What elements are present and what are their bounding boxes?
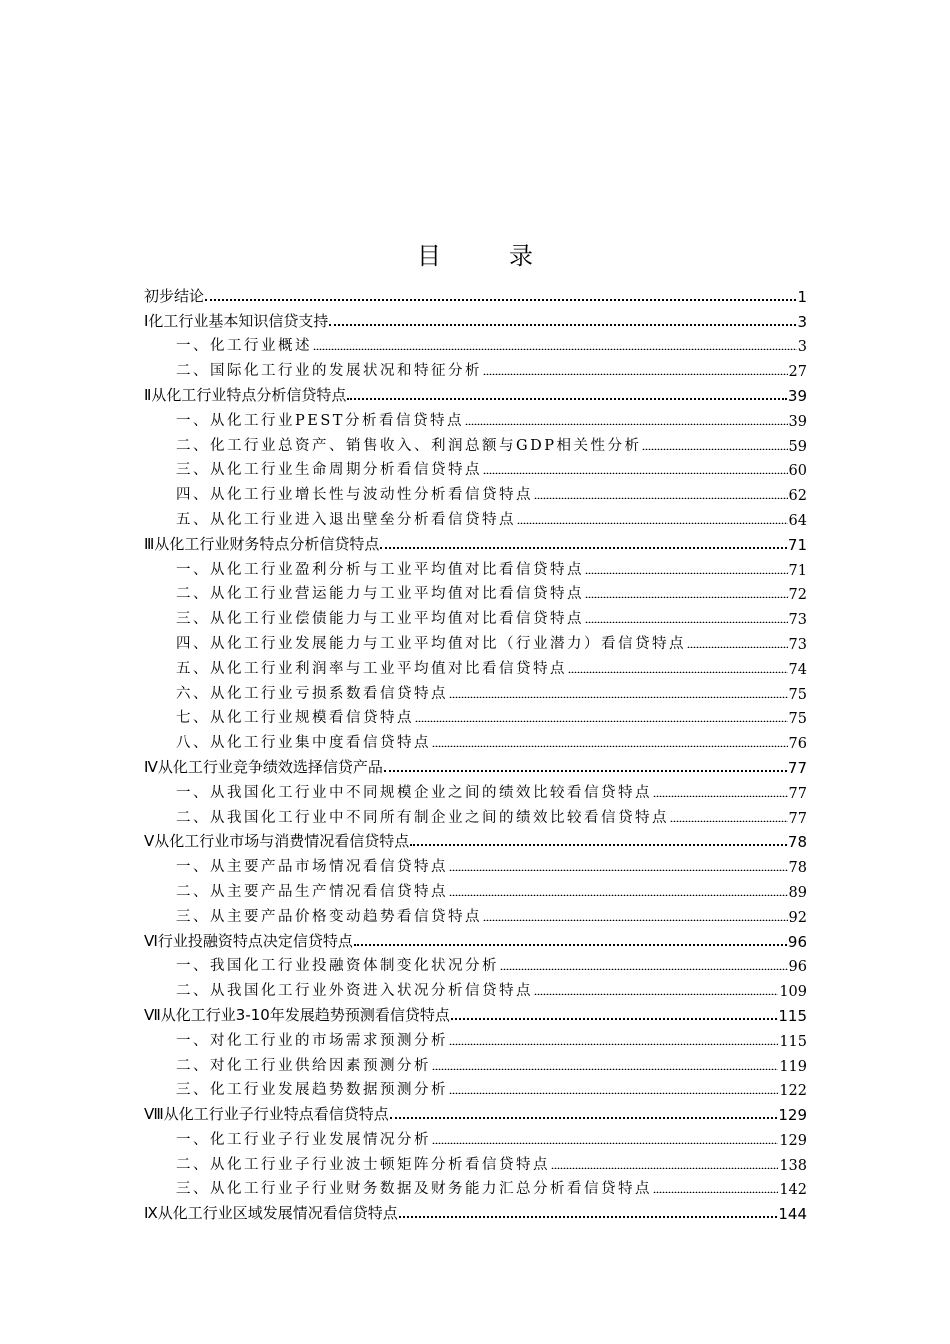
toc-entry-title: 一、对化工行业的市场需求预测分析 bbox=[176, 1032, 448, 1049]
toc-page-number: 73 bbox=[788, 636, 807, 653]
toc-page-number: 129 bbox=[779, 1132, 807, 1149]
toc-page-number: 39 bbox=[787, 386, 807, 405]
toc-section-entry[interactable] bbox=[144, 1149, 807, 1174]
toc-section-entry[interactable] bbox=[144, 951, 807, 976]
toc-chapter-entry[interactable] bbox=[144, 380, 807, 405]
dot-leader bbox=[534, 496, 788, 499]
toc-chapter-entry[interactable] bbox=[144, 529, 807, 554]
toc-section-entry[interactable] bbox=[144, 579, 807, 604]
toc-page-number: 3 bbox=[797, 339, 807, 356]
toc-entry-title: Ⅸ从化工行业区域发展情况看信贷特点 bbox=[144, 1204, 398, 1223]
dot-leader bbox=[670, 819, 788, 822]
toc-section-entry[interactable] bbox=[144, 1025, 807, 1050]
dot-leader bbox=[465, 422, 788, 425]
toc-entry-title: 五、从化工行业进入退出壁垒分析看信贷特点 bbox=[176, 511, 516, 528]
dot-leader bbox=[432, 744, 788, 747]
dot-leader bbox=[384, 766, 787, 772]
dot-leader bbox=[568, 670, 788, 673]
toc-entry-title: 四、从化工行业增长性与波动性分析看信贷特点 bbox=[176, 487, 533, 504]
dot-leader bbox=[517, 521, 788, 524]
toc-entry-title: 二、从主要产品生产情况看信贷特点 bbox=[176, 883, 448, 900]
toc-section-entry[interactable] bbox=[144, 504, 807, 529]
dot-leader bbox=[642, 447, 787, 450]
toc-page-number: 122 bbox=[779, 1083, 807, 1100]
dot-leader bbox=[347, 394, 787, 400]
toc-entry-title: 一、从我国化工行业中不同规模企业之间的绩效比较看信贷特点 bbox=[176, 784, 652, 801]
toc-entry-title: 二、国际化工行业的发展状况和特征分析 bbox=[176, 363, 482, 380]
toc-section-entry[interactable] bbox=[144, 603, 807, 628]
toc-entry-title: 一、化工行业概述 bbox=[176, 338, 312, 355]
toc-entry-title: 二、从化工行业营运能力与工业平均值对比看信贷特点 bbox=[176, 586, 584, 603]
dot-leader bbox=[449, 695, 788, 698]
toc-chapter-entry[interactable] bbox=[144, 1198, 807, 1223]
table-of-contents bbox=[144, 281, 807, 1223]
dot-leader bbox=[380, 543, 787, 549]
toc-entry-title: 二、对化工行业供给因素预测分析 bbox=[176, 1057, 431, 1074]
dot-leader bbox=[329, 320, 796, 326]
toc-page-number: 71 bbox=[787, 535, 807, 554]
dot-leader bbox=[534, 992, 778, 995]
toc-entry-title: 一、从主要产品市场情况看信贷特点 bbox=[176, 859, 448, 876]
dot-leader bbox=[432, 1141, 778, 1144]
toc-section-entry[interactable] bbox=[144, 1050, 807, 1075]
toc-page-number: 144 bbox=[778, 1205, 807, 1224]
toc-entry-title: 二、从我国化工行业中不同所有制企业之间的绩效比较看信贷特点 bbox=[176, 809, 669, 826]
toc-entry-title: 二、化工行业总资产、销售收入、利润总额与GDP相关性分析 bbox=[176, 437, 642, 454]
toc-section-entry[interactable] bbox=[144, 455, 807, 480]
dot-leader bbox=[585, 571, 788, 574]
toc-chapter-entry[interactable] bbox=[144, 752, 807, 777]
toc-chapter-entry[interactable] bbox=[144, 926, 807, 951]
toc-page-number: 1 bbox=[797, 287, 807, 306]
toc-section-entry[interactable] bbox=[144, 1124, 807, 1149]
toc-chapter-entry[interactable] bbox=[144, 306, 807, 331]
toc-section-entry[interactable] bbox=[144, 628, 807, 653]
toc-entry-title: Ⅶ从化工行业3-10年发展趋势预测看信贷特点 bbox=[144, 1005, 450, 1024]
toc-page-number: 77 bbox=[788, 810, 807, 827]
dot-leader bbox=[449, 868, 788, 871]
toc-section-entry[interactable] bbox=[144, 653, 807, 678]
toc-section-entry[interactable] bbox=[144, 355, 807, 380]
dot-leader bbox=[483, 918, 788, 921]
dot-leader bbox=[551, 1166, 778, 1169]
toc-page-number: 27 bbox=[788, 364, 807, 381]
dot-leader bbox=[687, 645, 788, 648]
toc-section-entry[interactable] bbox=[144, 554, 807, 579]
toc-page-number: 3 bbox=[797, 312, 807, 331]
toc-chapter-entry[interactable] bbox=[144, 827, 807, 852]
toc-entry-title: 五、从化工行业利润率与工业平均值对比看信贷特点 bbox=[176, 660, 567, 677]
dot-leader bbox=[432, 1067, 778, 1070]
toc-entry-title: 八、从化工行业集中度看信贷特点 bbox=[176, 735, 431, 752]
toc-section-entry[interactable] bbox=[144, 678, 807, 703]
toc-page-number: 71 bbox=[788, 562, 807, 579]
toc-page-number: 75 bbox=[788, 711, 807, 728]
dot-leader bbox=[451, 1014, 778, 1020]
dot-leader bbox=[653, 794, 788, 797]
toc-entry-title: Ⅱ从化工行业特点分析信贷特点 bbox=[144, 385, 347, 404]
toc-entry-title: 二、从化工行业子行业波士顿矩阵分析看信贷特点 bbox=[176, 1156, 550, 1173]
toc-section-entry[interactable] bbox=[144, 802, 807, 827]
toc-entry-title: 三、从化工行业子行业财务数据及财务能力汇总分析看信贷特点 bbox=[176, 1181, 652, 1198]
toc-page-number: 119 bbox=[779, 1058, 807, 1075]
toc-section-entry[interactable] bbox=[144, 430, 807, 455]
dot-leader bbox=[449, 893, 788, 896]
toc-entry-title: Ⅷ从化工行业子行业特点看信贷特点 bbox=[144, 1105, 389, 1124]
toc-page-number: 78 bbox=[788, 860, 807, 877]
dot-leader bbox=[483, 372, 788, 375]
toc-page-number: 60 bbox=[788, 463, 807, 480]
toc-page-number: 39 bbox=[788, 413, 807, 430]
toc-page-number: 73 bbox=[788, 612, 807, 629]
toc-page-number: 138 bbox=[779, 1157, 807, 1174]
toc-page-number: 78 bbox=[787, 833, 807, 852]
toc-section-entry[interactable] bbox=[144, 331, 807, 356]
dot-leader bbox=[449, 1042, 778, 1045]
toc-entry-title: 四、从化工行业发展能力与工业平均值对比（行业潜力）看信贷特点 bbox=[176, 635, 686, 652]
toc-chapter-entry[interactable] bbox=[144, 1099, 807, 1124]
dot-leader bbox=[354, 940, 787, 946]
toc-page-number: 142 bbox=[779, 1182, 807, 1199]
toc-page-number: 89 bbox=[788, 884, 807, 901]
toc-page-number: 77 bbox=[787, 758, 807, 777]
toc-page-number: 115 bbox=[778, 1006, 807, 1025]
toc-entry-title: 一、我国化工行业投融资体制变化状况分析 bbox=[176, 958, 499, 975]
toc-section-entry[interactable] bbox=[144, 405, 807, 430]
toc-entry-title: 三、从化工行业偿债能力与工业平均值对比看信贷特点 bbox=[176, 611, 584, 628]
dot-leader bbox=[653, 1190, 778, 1193]
toc-section-entry[interactable] bbox=[144, 975, 807, 1000]
dot-leader bbox=[585, 595, 788, 598]
toc-page-number: 77 bbox=[788, 785, 807, 802]
toc-section-entry[interactable] bbox=[144, 1174, 807, 1199]
toc-page-number: 96 bbox=[788, 959, 807, 976]
toc-chapter-entry[interactable] bbox=[144, 281, 807, 306]
toc-page-number: 92 bbox=[788, 909, 807, 926]
toc-page-number: 115 bbox=[779, 1033, 807, 1050]
toc-section-entry[interactable] bbox=[144, 851, 807, 876]
toc-section-entry[interactable] bbox=[144, 479, 807, 504]
toc-page-number: 76 bbox=[788, 736, 807, 753]
dot-leader bbox=[449, 1091, 778, 1094]
dot-leader bbox=[390, 1113, 778, 1119]
toc-page-number: 109 bbox=[779, 984, 807, 1001]
toc-page-number: 96 bbox=[787, 932, 807, 951]
toc-page-number: 75 bbox=[788, 686, 807, 703]
toc-section-entry[interactable] bbox=[144, 777, 807, 802]
toc-entry-title: Ⅲ从化工行业财务特点分析信贷特点 bbox=[144, 534, 380, 553]
dot-leader bbox=[205, 295, 796, 301]
dot-leader bbox=[415, 719, 788, 722]
toc-entry-title: 一、化工行业子行业发展情况分析 bbox=[176, 1131, 431, 1148]
toc-entry-title: 六、从化工行业亏损系数看信贷特点 bbox=[176, 685, 448, 702]
toc-entry-title: Ⅰ化工行业基本知识信贷支持 bbox=[144, 311, 329, 330]
toc-section-entry[interactable] bbox=[144, 703, 807, 728]
toc-entry-title: Ⅳ从化工行业竞争绩效选择信贷产品 bbox=[144, 757, 383, 776]
toc-page-number: 74 bbox=[788, 661, 807, 678]
toc-page-number: 129 bbox=[778, 1106, 807, 1125]
toc-section-entry[interactable] bbox=[144, 876, 807, 901]
toc-entry-title: 二、从我国化工行业外资进入状况分析信贷特点 bbox=[176, 983, 533, 1000]
toc-chapter-entry[interactable] bbox=[144, 1000, 807, 1025]
toc-entry-title: 初步结论 bbox=[144, 286, 205, 305]
toc-entry-title: 一、从化工行业盈利分析与工业平均值对比看信贷特点 bbox=[176, 561, 584, 578]
toc-entry-title: 三、从主要产品价格变动趋势看信贷特点 bbox=[176, 908, 482, 925]
toc-entry-title: 一、从化工行业PEST分析看信贷特点 bbox=[176, 412, 464, 429]
dot-leader bbox=[410, 840, 787, 846]
toc-entry-title: Ⅵ行业投融资特点决定信贷特点 bbox=[144, 931, 353, 950]
toc-section-entry[interactable] bbox=[144, 1075, 807, 1100]
toc-entry-title: 三、从化工行业生命周期分析看信贷特点 bbox=[176, 462, 482, 479]
toc-entry-title: 三、化工行业发展趋势数据预测分析 bbox=[176, 1082, 448, 1099]
toc-page-number: 62 bbox=[788, 488, 807, 505]
dot-leader bbox=[500, 967, 788, 970]
dot-leader bbox=[313, 347, 797, 350]
toc-section-entry[interactable] bbox=[144, 727, 807, 752]
toc-title: 目 录 bbox=[417, 242, 555, 270]
dot-leader bbox=[585, 620, 788, 623]
dot-leader bbox=[399, 1212, 778, 1218]
toc-page-number: 59 bbox=[788, 438, 807, 455]
toc-entry-title: 七、从化工行业规模看信贷特点 bbox=[176, 710, 414, 727]
toc-page-number: 64 bbox=[788, 512, 807, 529]
toc-section-entry[interactable] bbox=[144, 901, 807, 926]
toc-page-number: 72 bbox=[788, 587, 807, 604]
dot-leader bbox=[483, 471, 788, 474]
toc-entry-title: Ⅴ从化工行业市场与消费情况看信贷特点 bbox=[144, 832, 410, 851]
